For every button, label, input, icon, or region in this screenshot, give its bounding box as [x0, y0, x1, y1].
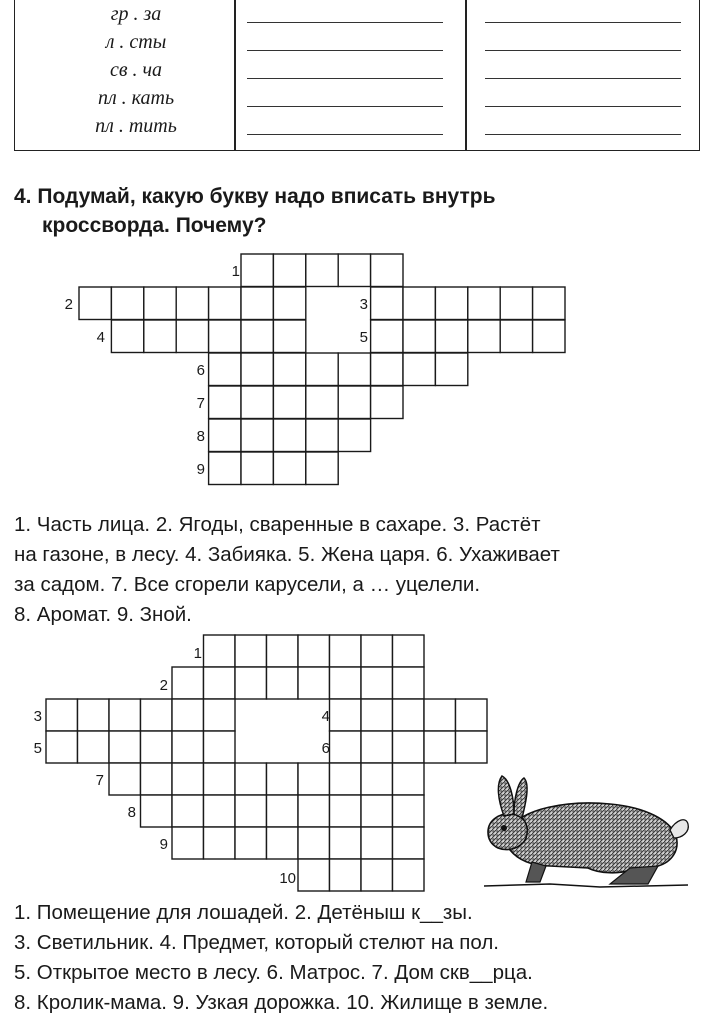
task-title-line: кроссворда. Почему?: [42, 214, 267, 237]
clue-line: 3. Светильник. 4. Предмет, который стелют на пол.: [14, 931, 499, 954]
clue-line: на газоне, в лесу. 4. Забияка. 5. Жена царя. 6. Ухаживает: [14, 543, 560, 566]
crossword1-cell[interactable]: [306, 254, 338, 287]
crossword1-number: 3: [359, 296, 368, 313]
crossword2-cell[interactable]: [330, 731, 362, 763]
crossword1-cell[interactable]: [338, 386, 370, 419]
crossword2-cell[interactable]: [78, 699, 110, 731]
crossword1-cell[interactable]: [273, 287, 305, 320]
crossword2-cell[interactable]: [456, 731, 488, 763]
crossword2-cell[interactable]: [267, 763, 299, 795]
crossword2-cell[interactable]: [393, 827, 425, 859]
crossword1-number: 6: [196, 362, 205, 379]
crossword1-number: 9: [196, 461, 205, 478]
crossword1-cell[interactable]: [338, 353, 370, 386]
crossword1-cell[interactable]: [403, 320, 435, 353]
crossword2-cell[interactable]: [330, 635, 362, 667]
crossword2-cell[interactable]: [204, 731, 236, 763]
crossword1-cell[interactable]: [306, 452, 338, 485]
crossword2-cell[interactable]: [172, 731, 204, 763]
crossword1-cell[interactable]: [533, 287, 565, 320]
crossword2-number: 2: [159, 677, 168, 694]
table-word: пл . тить: [95, 115, 177, 137]
crossword2-number: 1: [193, 645, 202, 662]
crossword1-cell[interactable]: [111, 287, 143, 320]
crossword1-cell[interactable]: [209, 419, 241, 452]
crossword1-cell[interactable]: [468, 320, 500, 353]
crossword1-number: 1: [231, 263, 240, 280]
crossword2-number: 8: [127, 804, 136, 821]
crossword2-cell[interactable]: [267, 827, 299, 859]
crossword2-cell[interactable]: [235, 795, 267, 827]
crossword2-cell[interactable]: [141, 731, 173, 763]
crossword2-cell[interactable]: [361, 699, 393, 731]
crossword1-cell[interactable]: [241, 287, 273, 320]
crossword1-cell[interactable]: [176, 320, 208, 353]
crossword2-cell[interactable]: [204, 763, 236, 795]
crossword2-cell[interactable]: [172, 795, 204, 827]
crossword2-cell[interactable]: [235, 635, 267, 667]
crossword1-cell[interactable]: [338, 419, 370, 452]
crossword2-cell[interactable]: [141, 795, 173, 827]
crossword2-cell[interactable]: [361, 795, 393, 827]
crossword2-cell[interactable]: [109, 699, 141, 731]
crossword1-cell[interactable]: [273, 386, 305, 419]
clue-line: 5. Открытое место в лесу. 6. Матрос. 7. Дом скв__рца.: [14, 961, 533, 984]
crossword2-cell[interactable]: [330, 795, 362, 827]
clue-line: 8. Аромат. 9. Зной.: [14, 603, 192, 626]
crossword2-cell[interactable]: [393, 795, 425, 827]
crossword2-cell[interactable]: [267, 667, 299, 699]
crossword1-cell[interactable]: [435, 320, 467, 353]
crossword1-cell[interactable]: [209, 287, 241, 320]
crossword2-cell[interactable]: [204, 635, 236, 667]
crossword2-cell[interactable]: [235, 667, 267, 699]
table-word: л . сты: [105, 31, 167, 53]
crossword1-cell[interactable]: [371, 320, 403, 353]
crossword1-cell[interactable]: [403, 287, 435, 320]
crossword2-number: 7: [95, 772, 104, 789]
table-word: гр . за: [110, 3, 162, 25]
crossword2-cell[interactable]: [267, 635, 299, 667]
crossword2-number: 3: [33, 708, 42, 725]
crossword1-number: 8: [196, 428, 205, 445]
crossword1-cell[interactable]: [306, 386, 338, 419]
crossword2-cell[interactable]: [172, 667, 204, 699]
crossword2-clues: [14, 898, 548, 1018]
crossword2-cell[interactable]: [109, 731, 141, 763]
crossword1-cell[interactable]: [273, 254, 305, 287]
crossword2-cell[interactable]: [141, 763, 173, 795]
crossword2-cell[interactable]: [172, 763, 204, 795]
clue-line: 8. Кролик-мама. 9. Узкая дорожка. 10. Жилище в земле.: [14, 991, 549, 1014]
crossword1-cell[interactable]: [209, 320, 241, 353]
crossword1-cell[interactable]: [209, 452, 241, 485]
crossword2-cell[interactable]: [361, 859, 393, 891]
crossword2-cell[interactable]: [330, 763, 362, 795]
crossword2-cell[interactable]: [393, 859, 425, 891]
crossword2-cell[interactable]: [298, 795, 330, 827]
crossword2-cell[interactable]: [298, 827, 330, 859]
crossword1-cell[interactable]: [306, 353, 338, 386]
crossword2-cell[interactable]: [393, 667, 425, 699]
crossword2-cell[interactable]: [298, 859, 330, 891]
crossword2-cell[interactable]: [393, 635, 425, 667]
crossword2-cell[interactable]: [424, 699, 456, 731]
crossword1-cell[interactable]: [241, 452, 273, 485]
crossword1-cell[interactable]: [241, 419, 273, 452]
crossword1-cell[interactable]: [79, 287, 111, 320]
table-word: св . ча: [109, 59, 163, 81]
crossword2-cell[interactable]: [46, 731, 78, 763]
crossword1-cell[interactable]: [371, 353, 403, 386]
table-word: пл . кать: [97, 87, 175, 109]
crossword2-number: 9: [159, 836, 168, 853]
crossword2-cell[interactable]: [298, 667, 330, 699]
crossword2-cell[interactable]: [330, 827, 362, 859]
crossword1-cell[interactable]: [435, 353, 467, 386]
crossword2-cell[interactable]: [204, 667, 236, 699]
crossword1-cell[interactable]: [144, 320, 176, 353]
crossword1-cell[interactable]: [533, 320, 565, 353]
crossword1-cell[interactable]: [435, 287, 467, 320]
crossword1-cell[interactable]: [209, 353, 241, 386]
crossword1-cell[interactable]: [306, 419, 338, 452]
crossword1-cell[interactable]: [371, 386, 403, 419]
crossword2-cell[interactable]: [204, 795, 236, 827]
crossword1-cell[interactable]: [209, 386, 241, 419]
crossword1-cell[interactable]: [144, 287, 176, 320]
crossword2-cell[interactable]: [456, 699, 488, 731]
crossword2-cell[interactable]: [424, 731, 456, 763]
crossword2-cell[interactable]: [235, 763, 267, 795]
crossword2-number: 6: [321, 740, 330, 757]
crossword2-cell[interactable]: [361, 731, 393, 763]
crossword1-cell[interactable]: [273, 353, 305, 386]
crossword1-cell[interactable]: [273, 320, 305, 353]
crossword1-cell[interactable]: [111, 320, 143, 353]
crossword1-cell[interactable]: [468, 287, 500, 320]
crossword2-cell[interactable]: [361, 667, 393, 699]
crossword2-cell[interactable]: [172, 827, 204, 859]
crossword2-cell[interactable]: [298, 635, 330, 667]
crossword2-cell[interactable]: [393, 699, 425, 731]
crossword2-cell[interactable]: [109, 763, 141, 795]
crossword1-cell[interactable]: [371, 287, 403, 320]
crossword2-cell[interactable]: [361, 827, 393, 859]
crossword2-cell[interactable]: [298, 763, 330, 795]
crossword1-cell[interactable]: [371, 254, 403, 287]
crossword1-cell[interactable]: [241, 353, 273, 386]
rabbit-illustration: [480, 770, 692, 894]
crossword2-cell[interactable]: [204, 827, 236, 859]
clue-line: 1. Помещение для лошадей. 2. Детёныш к__зы.: [14, 901, 473, 924]
crossword1-cell[interactable]: [176, 287, 208, 320]
crossword2-cell[interactable]: [330, 667, 362, 699]
crossword1-cell[interactable]: [403, 353, 435, 386]
crossword1-cell[interactable]: [241, 254, 273, 287]
crossword1-clues: [14, 510, 560, 630]
task-title-line: 4. Подумай, какую букву надо вписать внутрь: [14, 185, 496, 208]
crossword1-cell[interactable]: [273, 452, 305, 485]
clue-line: 1. Часть лица. 2. Ягоды, сваренные в сахаре. 3. Растёт: [14, 513, 541, 536]
crossword2-cell[interactable]: [393, 731, 425, 763]
crossword1-number: 5: [359, 329, 368, 346]
crossword2-cell[interactable]: [361, 635, 393, 667]
crossword2-cell[interactable]: [141, 699, 173, 731]
crossword2-cell[interactable]: [78, 731, 110, 763]
crossword2-number: 4: [321, 708, 330, 725]
crossword1-cell[interactable]: [241, 386, 273, 419]
crossword2-cell[interactable]: [330, 859, 362, 891]
clue-line: за садом. 7. Все сгорели карусели, а … уцелели.: [14, 573, 481, 596]
crossword2-number: 10: [279, 870, 296, 887]
crossword1-cell[interactable]: [273, 419, 305, 452]
crossword1-cell[interactable]: [241, 320, 273, 353]
crossword2-cell[interactable]: [361, 763, 393, 795]
crossword1-number: 4: [96, 329, 105, 346]
crossword2-cell[interactable]: [267, 795, 299, 827]
crossword2-cell[interactable]: [393, 763, 425, 795]
crossword2-cell[interactable]: [235, 827, 267, 859]
crossword2-cell[interactable]: [46, 699, 78, 731]
crossword2-cell[interactable]: [172, 699, 204, 731]
crossword1-cell[interactable]: [500, 287, 532, 320]
crossword2-cell[interactable]: [204, 699, 236, 731]
crossword1-cell[interactable]: [338, 254, 370, 287]
crossword2-cell[interactable]: [330, 699, 362, 731]
crossword1-number: 2: [64, 296, 73, 313]
crossword1-cell[interactable]: [500, 320, 532, 353]
crossword1-number: 7: [196, 395, 205, 412]
crossword2-number: 5: [33, 740, 42, 757]
